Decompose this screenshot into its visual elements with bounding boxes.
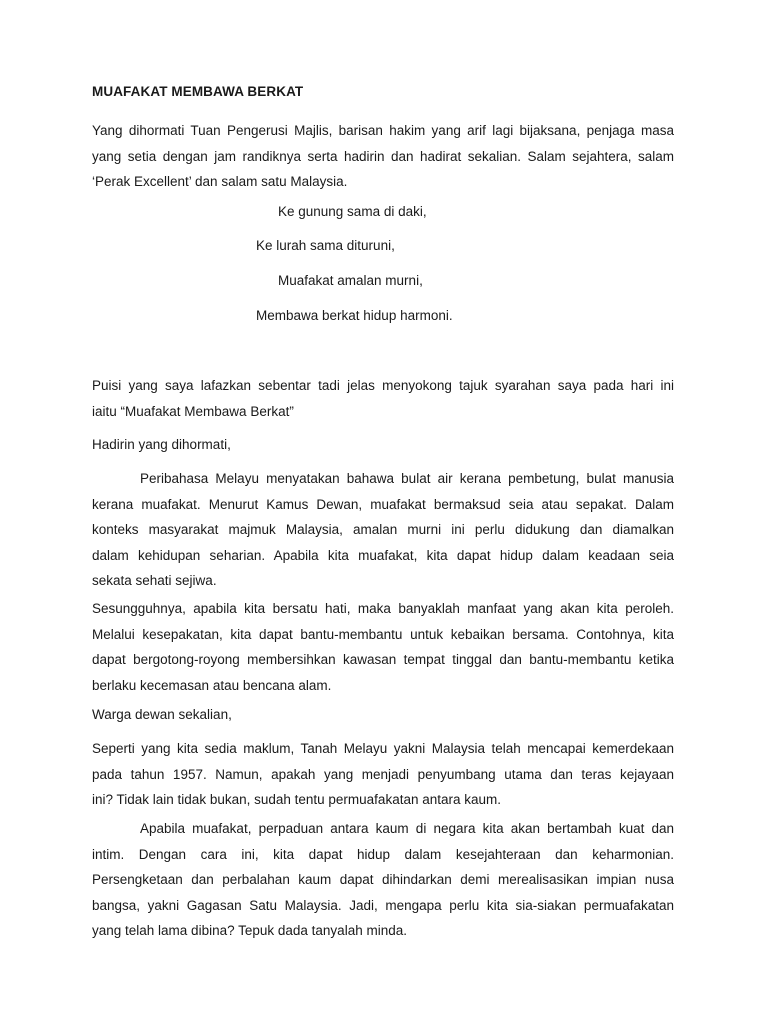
- salutation-hadirin: Hadirin yang dihormati,: [92, 437, 231, 452]
- text-line: Persengketaan dan perbalahan kaum dapat dihindarkan demi merealisasikan impian nusa: [92, 872, 674, 887]
- peribahasa-paragraph: [92, 466, 674, 594]
- text-line: kerana muafakat. Menurut Kamus Dewan, muafakat bermaksud seia atau sepakat. Dalam: [92, 496, 674, 512]
- sesungguhnya-paragraph: [92, 596, 674, 698]
- text-line: yang setia dengan jam randiknya serta hadirin dan hadirat sekalian. Salam sejahtera, salam: [92, 148, 674, 164]
- text-line: sekata sehati sejiwa.: [92, 573, 217, 588]
- text-line: Seperti yang kita sedia maklum, Tanah Melayu yakni Malaysia telah mencapai kemerdekaan: [92, 741, 674, 756]
- text-line: intim. Dengan cara ini, kita dapat hidup dalam kesejahteraan dan keharmonian.: [92, 846, 674, 862]
- seperti-paragraph: [92, 736, 674, 813]
- text-line: pada tahun 1957. Namun, apakah yang menjadi penyumbang utama dan teras kejayaan: [92, 766, 674, 782]
- poem-line-4: Membawa berkat hidup harmoni.: [256, 308, 453, 323]
- text-line: iaitu “Muafakat Membawa Berkat”: [92, 403, 294, 419]
- poem-line-3: Muafakat amalan murni,: [278, 273, 423, 288]
- text-line: dapat bergotong-royong membersihkan kawasan tempat tinggal dan bantu-membantu ketika: [92, 652, 674, 667]
- poem-line-2: Ke lurah sama dituruni,: [256, 238, 395, 253]
- text-line: Puisi yang saya lafazkan sebentar tadi jelas menyokong tajuk syarahan saya pada hari ini: [92, 378, 674, 393]
- poem-line-1: Ke gunung sama di daki,: [278, 204, 427, 219]
- document-title: MUAFAKAT MEMBAWA BERKAT: [92, 84, 304, 99]
- text-line: konteks masyarakat majmuk Malaysia, amalan murni ini perlu didukung dan diamalkan: [92, 522, 674, 537]
- text-line: berlaku kecemasan atau bencana alam.: [92, 677, 332, 693]
- text-line: ‘Perak Excellent’ dan salam satu Malaysia.: [92, 174, 348, 189]
- opening-paragraph: [92, 118, 674, 195]
- text-line: Melalui kesepakatan, kita dapat bantu-membantu untuk kebaikan bersama. Contohnya, kita: [92, 626, 674, 642]
- text-line: Sesungguhnya, apabila kita bersatu hati, maka banyaklah manfaat yang akan kita peroleh.: [92, 601, 674, 616]
- puisi-paragraph: [92, 373, 674, 424]
- text-line: Apabila muafakat, perpaduan antara kaum di negara kita akan bertambah kuat dan: [140, 821, 674, 836]
- apabila-paragraph: [92, 816, 674, 944]
- salutation-warga: Warga dewan sekalian,: [92, 707, 232, 722]
- text-line: Yang dihormati Tuan Pengerusi Majlis, barisan hakim yang arif lagi bijaksana, penjaga masa: [92, 123, 674, 138]
- text-line: ini? Tidak lain tidak bukan, sudah tentu permuafakatan antara kaum.: [92, 792, 502, 807]
- text-line: yang telah lama dibina? Tepuk dada tanyalah minda.: [92, 923, 407, 938]
- text-line: dalam kehidupan seharian. Apabila kita muafakat, kita dapat hidup dalam keadaan seia: [92, 547, 674, 563]
- text-line: Peribahasa Melayu menyatakan bahawa bulat air kerana pembetung, bulat manusia: [140, 471, 674, 486]
- text-line: bangsa, yakni Gagasan Satu Malaysia. Jadi, mengapa perlu kita sia-siakan permuafakatan: [92, 897, 674, 913]
